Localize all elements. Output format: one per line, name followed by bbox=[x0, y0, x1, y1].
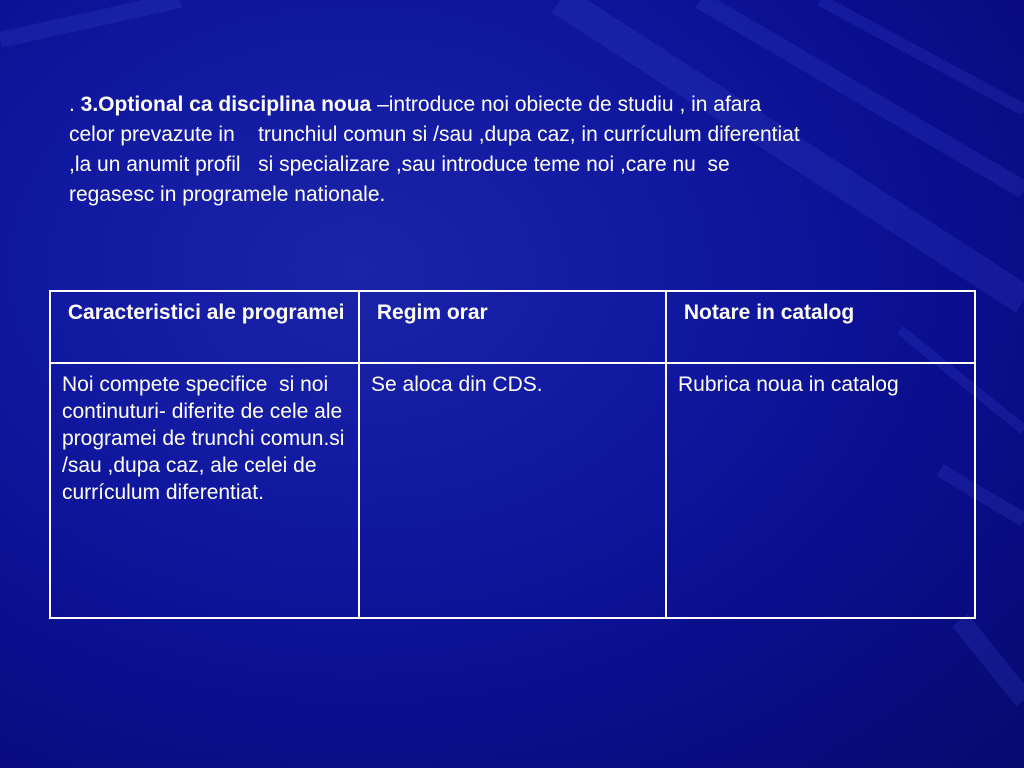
intro-paragraph bbox=[69, 90, 969, 210]
table-header-cell: Caracteristici ale programei bbox=[50, 291, 359, 363]
intro-prefix: . bbox=[69, 93, 81, 116]
table-row bbox=[50, 363, 975, 618]
program-characteristics-table bbox=[49, 290, 976, 619]
table-cell: Rubrica noua in catalog bbox=[666, 363, 975, 618]
table-cell: Se aloca din CDS. bbox=[359, 363, 666, 618]
table-header-row bbox=[50, 291, 975, 363]
table-header-cell: Regim orar bbox=[359, 291, 666, 363]
intro-text: –introduce noi obiecte de studiu , in afara celor prevazute in trunchiul comun si /sau ,dupa caz, in currículum diferentiat ,la un anumit profil si specializare ,sau introduce teme noi ,care nu se regasesc in programele nationale. bbox=[69, 93, 800, 206]
table-cell: Noi compete specifice si noi continuturi- diferite de cele ale programei de trunchi comun.si /sau ,dupa caz, ale celei de currículum diferentiat. bbox=[50, 363, 359, 618]
table-header-cell: Notare in catalog bbox=[666, 291, 975, 363]
intro-bold-title: 3.Optional ca disciplina noua bbox=[80, 93, 378, 116]
